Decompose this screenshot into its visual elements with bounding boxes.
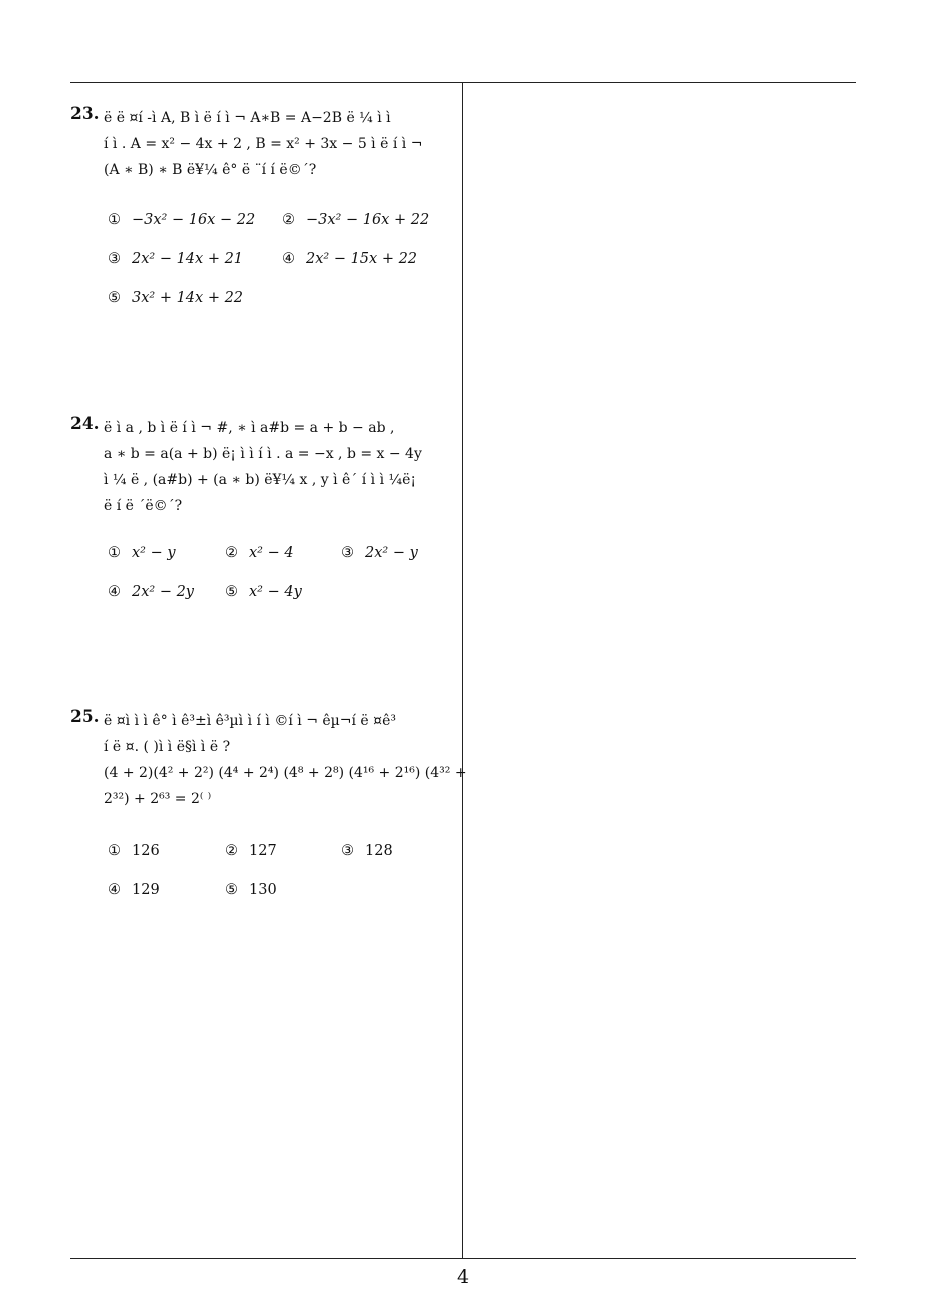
choice-text: 128 bbox=[365, 843, 393, 859]
column-divider bbox=[462, 82, 463, 1258]
problem-number: 23. bbox=[70, 104, 100, 124]
choice-1[interactable] bbox=[108, 843, 160, 859]
choice-text: 2x² − 2y bbox=[132, 584, 195, 600]
stem-line: 2³²) + 2⁶³ = 2⁽ ⁾ bbox=[104, 791, 212, 807]
choice-mark: ① bbox=[108, 843, 121, 859]
choice-text: 3x² + 14x + 22 bbox=[132, 290, 244, 306]
stem-line: a ∗ b = a(a + b) ë¡ ì ì í ì . a = −x , b = x − 4y bbox=[104, 446, 422, 462]
choice-mark: ① bbox=[108, 212, 121, 228]
problem-stem bbox=[104, 415, 458, 519]
choice-2[interactable] bbox=[282, 212, 429, 228]
choice-mark: ⑤ bbox=[225, 882, 238, 898]
choice-3[interactable] bbox=[341, 843, 393, 859]
stem-line: í ì . A = x² − 4x + 2 , B = x² + 3x − 5 ì ë í ì ¬ bbox=[104, 136, 423, 152]
choice-mark: ④ bbox=[108, 584, 121, 600]
choice-mark: ② bbox=[225, 545, 238, 561]
choice-mark: ⑤ bbox=[225, 584, 238, 600]
choice-4[interactable] bbox=[108, 584, 194, 600]
choice-text: 2x² − 15x + 22 bbox=[306, 251, 418, 267]
stem-line: (A ∗ B) ∗ B ë¥¼ ê° ë ¨í í ë©´? bbox=[104, 162, 317, 178]
problem-number: 25. bbox=[70, 707, 100, 727]
choice-4[interactable] bbox=[108, 882, 160, 898]
choice-2[interactable] bbox=[225, 843, 277, 859]
stem-line: ë ë ¤í -ì A, B ì ë í ì ¬ A∗B = A−2B ë ¼ ì ì bbox=[104, 110, 391, 126]
choice-3[interactable] bbox=[108, 251, 243, 267]
choice-mark: ④ bbox=[108, 882, 121, 898]
choice-1[interactable] bbox=[108, 212, 255, 228]
choice-mark: ③ bbox=[341, 545, 354, 561]
stem-line: í ë ¤. ( )ì ì ë§ì ì ë ? bbox=[104, 739, 231, 755]
choice-mark: ① bbox=[108, 545, 121, 561]
choice-4[interactable] bbox=[282, 251, 417, 267]
choice-5[interactable] bbox=[108, 290, 243, 306]
choice-5[interactable] bbox=[225, 584, 302, 600]
bottom-rule bbox=[70, 1258, 856, 1259]
choice-text: 130 bbox=[249, 882, 277, 898]
choice-mark: ③ bbox=[108, 251, 121, 267]
problem-stem bbox=[104, 708, 467, 812]
page-number: 4 bbox=[456, 1266, 470, 1288]
choice-mark: ③ bbox=[341, 843, 354, 859]
problem-number: 24. bbox=[70, 414, 100, 434]
choice-text: 129 bbox=[132, 882, 160, 898]
choice-mark: ② bbox=[282, 212, 295, 228]
top-rule bbox=[70, 82, 856, 83]
choice-text: 2x² − 14x + 21 bbox=[132, 251, 244, 267]
stem-line: ë ¤ì ì ì ê° ì ê³±ì ê³µì ì í ì ©í ì ¬ êµ¬í ë ¤ê³ bbox=[104, 713, 396, 729]
choice-text: x² − 4y bbox=[249, 584, 302, 600]
problem-stem bbox=[104, 105, 458, 183]
choice-text: 127 bbox=[249, 843, 277, 859]
choice-3[interactable] bbox=[341, 545, 418, 561]
choice-text: −3x² − 16x + 22 bbox=[306, 212, 430, 228]
choice-text: 2x² − y bbox=[365, 545, 418, 561]
stem-line: ë ì a , b ì ë í ì ¬ #, ∗ ì a#b = a + b − ab , bbox=[104, 420, 395, 436]
choice-mark: ⑤ bbox=[108, 290, 121, 306]
stem-line: ë í ë ´ë©´? bbox=[104, 498, 183, 514]
choice-1[interactable] bbox=[108, 545, 176, 561]
choice-text: −3x² − 16x − 22 bbox=[132, 212, 256, 228]
choice-mark: ④ bbox=[282, 251, 295, 267]
choice-text: 126 bbox=[132, 843, 160, 859]
choice-mark: ② bbox=[225, 843, 238, 859]
stem-line: (4 + 2)(4² + 2²) (4⁴ + 2⁴) (4⁸ + 2⁸) (4¹⁶ + 2¹⁶) (4³² + bbox=[104, 765, 467, 781]
choice-text: x² − y bbox=[132, 545, 176, 561]
choice-5[interactable] bbox=[225, 882, 277, 898]
choice-text: x² − 4 bbox=[249, 545, 294, 561]
stem-line: ì ¼ ë , (a#b) + (a ∗ b) ë¥¼ x , y ì ê´ í ì ì ¼ë¡ bbox=[104, 472, 417, 488]
choice-2[interactable] bbox=[225, 545, 294, 561]
